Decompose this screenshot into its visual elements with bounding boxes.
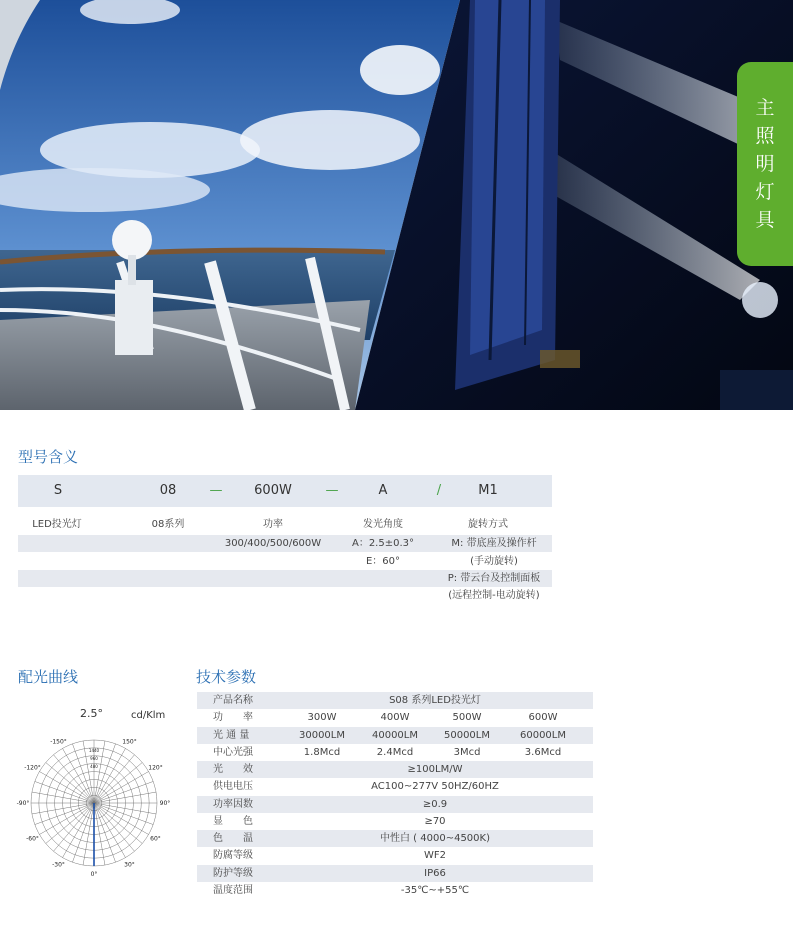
polar-chart bbox=[14, 700, 174, 880]
spec-row bbox=[197, 813, 593, 830]
meaning-led: LED投光灯 bbox=[32, 519, 82, 530]
code-power: 600W bbox=[254, 483, 292, 498]
category-tab bbox=[737, 62, 793, 266]
spec-value: S08 系列LED投光灯 bbox=[389, 695, 481, 706]
rotation-option-m: M: 带底座及操作杆 bbox=[451, 538, 537, 549]
spec-label: 显 色 bbox=[213, 815, 253, 827]
hero-illustration bbox=[0, 0, 793, 410]
spec-value: 300W bbox=[307, 712, 337, 724]
meaning-series: 08系列 bbox=[151, 519, 185, 530]
spec-label: 防腐等级 bbox=[213, 850, 253, 862]
spec-value: 2.4Mcd bbox=[376, 746, 414, 758]
spec-value: 50000LM bbox=[443, 729, 490, 741]
spec-label: 色 温 bbox=[213, 833, 253, 844]
spec-row bbox=[197, 847, 593, 864]
spec-value: 40000LM bbox=[371, 729, 418, 741]
angle-label: 90° bbox=[159, 800, 171, 807]
angle-option-a: A：2.5±0.3° bbox=[351, 538, 415, 549]
angle-label: -30° bbox=[52, 861, 65, 869]
code-rotation: M1 bbox=[478, 483, 498, 498]
spec-label: 供电电压 bbox=[213, 781, 253, 793]
spec-value: 3.6Mcd bbox=[524, 746, 562, 758]
radial-label: 480 bbox=[90, 764, 98, 769]
spec-row bbox=[197, 692, 593, 709]
rotation-option-m-note: (手动旋转) bbox=[470, 556, 518, 567]
spec-row bbox=[197, 865, 593, 882]
meaning-row bbox=[18, 535, 552, 552]
code-angle: A bbox=[378, 483, 388, 498]
meaning-row bbox=[18, 587, 552, 604]
angle-label: 120° bbox=[148, 764, 163, 772]
spec-row bbox=[197, 744, 593, 761]
spec-label: 防护等级 bbox=[213, 867, 253, 879]
meaning-row bbox=[18, 553, 552, 570]
spec-value: 400W bbox=[380, 712, 410, 724]
tab-char: 具 bbox=[755, 209, 775, 231]
meaning-row bbox=[18, 516, 552, 533]
rotation-option-p: P: 带云台及控制面板 bbox=[447, 573, 541, 584]
angle-label: 150° bbox=[122, 738, 137, 746]
spec-row bbox=[197, 761, 593, 778]
spec-value: 3Mcd bbox=[453, 746, 481, 758]
spec-label: 功 率 bbox=[213, 712, 253, 724]
curve-title: 配光曲线 bbox=[18, 668, 79, 686]
radial-label: 1440 bbox=[88, 748, 100, 753]
spec-label: 功率因数 bbox=[213, 798, 253, 810]
spec-label: 中心光强 bbox=[213, 746, 253, 758]
angle-label: -120° bbox=[24, 764, 41, 772]
code-series: S bbox=[53, 483, 63, 498]
spec-label: 光 效 bbox=[213, 764, 253, 775]
spec-value: 中性白 ( 4000~4500K) bbox=[380, 833, 490, 844]
spec-value: 60000LM bbox=[519, 729, 566, 741]
code-separator: / bbox=[436, 483, 442, 498]
spec-value: 500W bbox=[452, 712, 482, 724]
spec-row bbox=[197, 882, 593, 899]
model-code-bar bbox=[18, 475, 552, 507]
spec-row bbox=[197, 830, 593, 847]
spec-value: ≥70 bbox=[424, 815, 446, 827]
meaning-power: 功率 bbox=[263, 519, 283, 530]
angle-label: 60° bbox=[150, 835, 161, 843]
angle-label: 0° bbox=[90, 871, 98, 878]
angle-label: -150° bbox=[50, 738, 67, 746]
spec-value: 600W bbox=[528, 712, 558, 724]
spec-value: WF2 bbox=[423, 850, 446, 862]
tab-char: 明 bbox=[755, 153, 775, 175]
spec-value: 1.8Mcd bbox=[303, 746, 341, 758]
spec-value: AC100~277V 50HZ/60HZ bbox=[371, 781, 499, 793]
model-title: 型号含义 bbox=[18, 448, 79, 466]
beam-angle: 2.5° bbox=[80, 707, 103, 720]
spec-label: 产品名称 bbox=[213, 695, 253, 706]
spec-label: 光 通 量 bbox=[213, 729, 250, 741]
spec-value: 30000LM bbox=[298, 729, 345, 741]
spec-value: ≥100LM/W bbox=[407, 764, 463, 775]
spec-row bbox=[197, 709, 593, 726]
angle-option-e: E：60° bbox=[365, 556, 401, 567]
curve-unit: cd/Klm bbox=[131, 710, 166, 721]
code-separator: — bbox=[209, 483, 223, 498]
spec-value: -35℃~+55℃ bbox=[400, 884, 470, 896]
spec-table bbox=[197, 692, 593, 899]
spec-value: ≥0.9 bbox=[422, 798, 448, 810]
tab-char: 照 bbox=[755, 125, 775, 147]
angle-label: 30° bbox=[124, 861, 135, 869]
radial-label: 960 bbox=[90, 756, 98, 761]
code-number: 08 bbox=[159, 483, 177, 498]
tab-char: 主 bbox=[755, 97, 775, 119]
spec-row bbox=[197, 778, 593, 795]
angle-label: -60° bbox=[26, 835, 39, 843]
tab-char: 灯 bbox=[755, 181, 775, 203]
spec-label: 温度范围 bbox=[213, 884, 253, 896]
spec-row bbox=[197, 727, 593, 744]
spec-title: 技术参数 bbox=[196, 668, 257, 686]
spec-value: IP66 bbox=[424, 867, 446, 879]
meaning-angle: 发光角度 bbox=[363, 519, 403, 530]
rotation-option-p-note: (远程控制-电动旋转) bbox=[448, 590, 540, 601]
code-separator: — bbox=[325, 483, 339, 498]
meaning-row bbox=[18, 570, 552, 587]
power-options: 300/400/500/600W bbox=[224, 538, 322, 549]
angle-label: -90° bbox=[16, 800, 30, 807]
hero-photo bbox=[0, 0, 793, 410]
spec-row bbox=[197, 796, 593, 813]
meaning-rotation: 旋转方式 bbox=[468, 519, 508, 530]
polar-diagram bbox=[14, 700, 174, 884]
